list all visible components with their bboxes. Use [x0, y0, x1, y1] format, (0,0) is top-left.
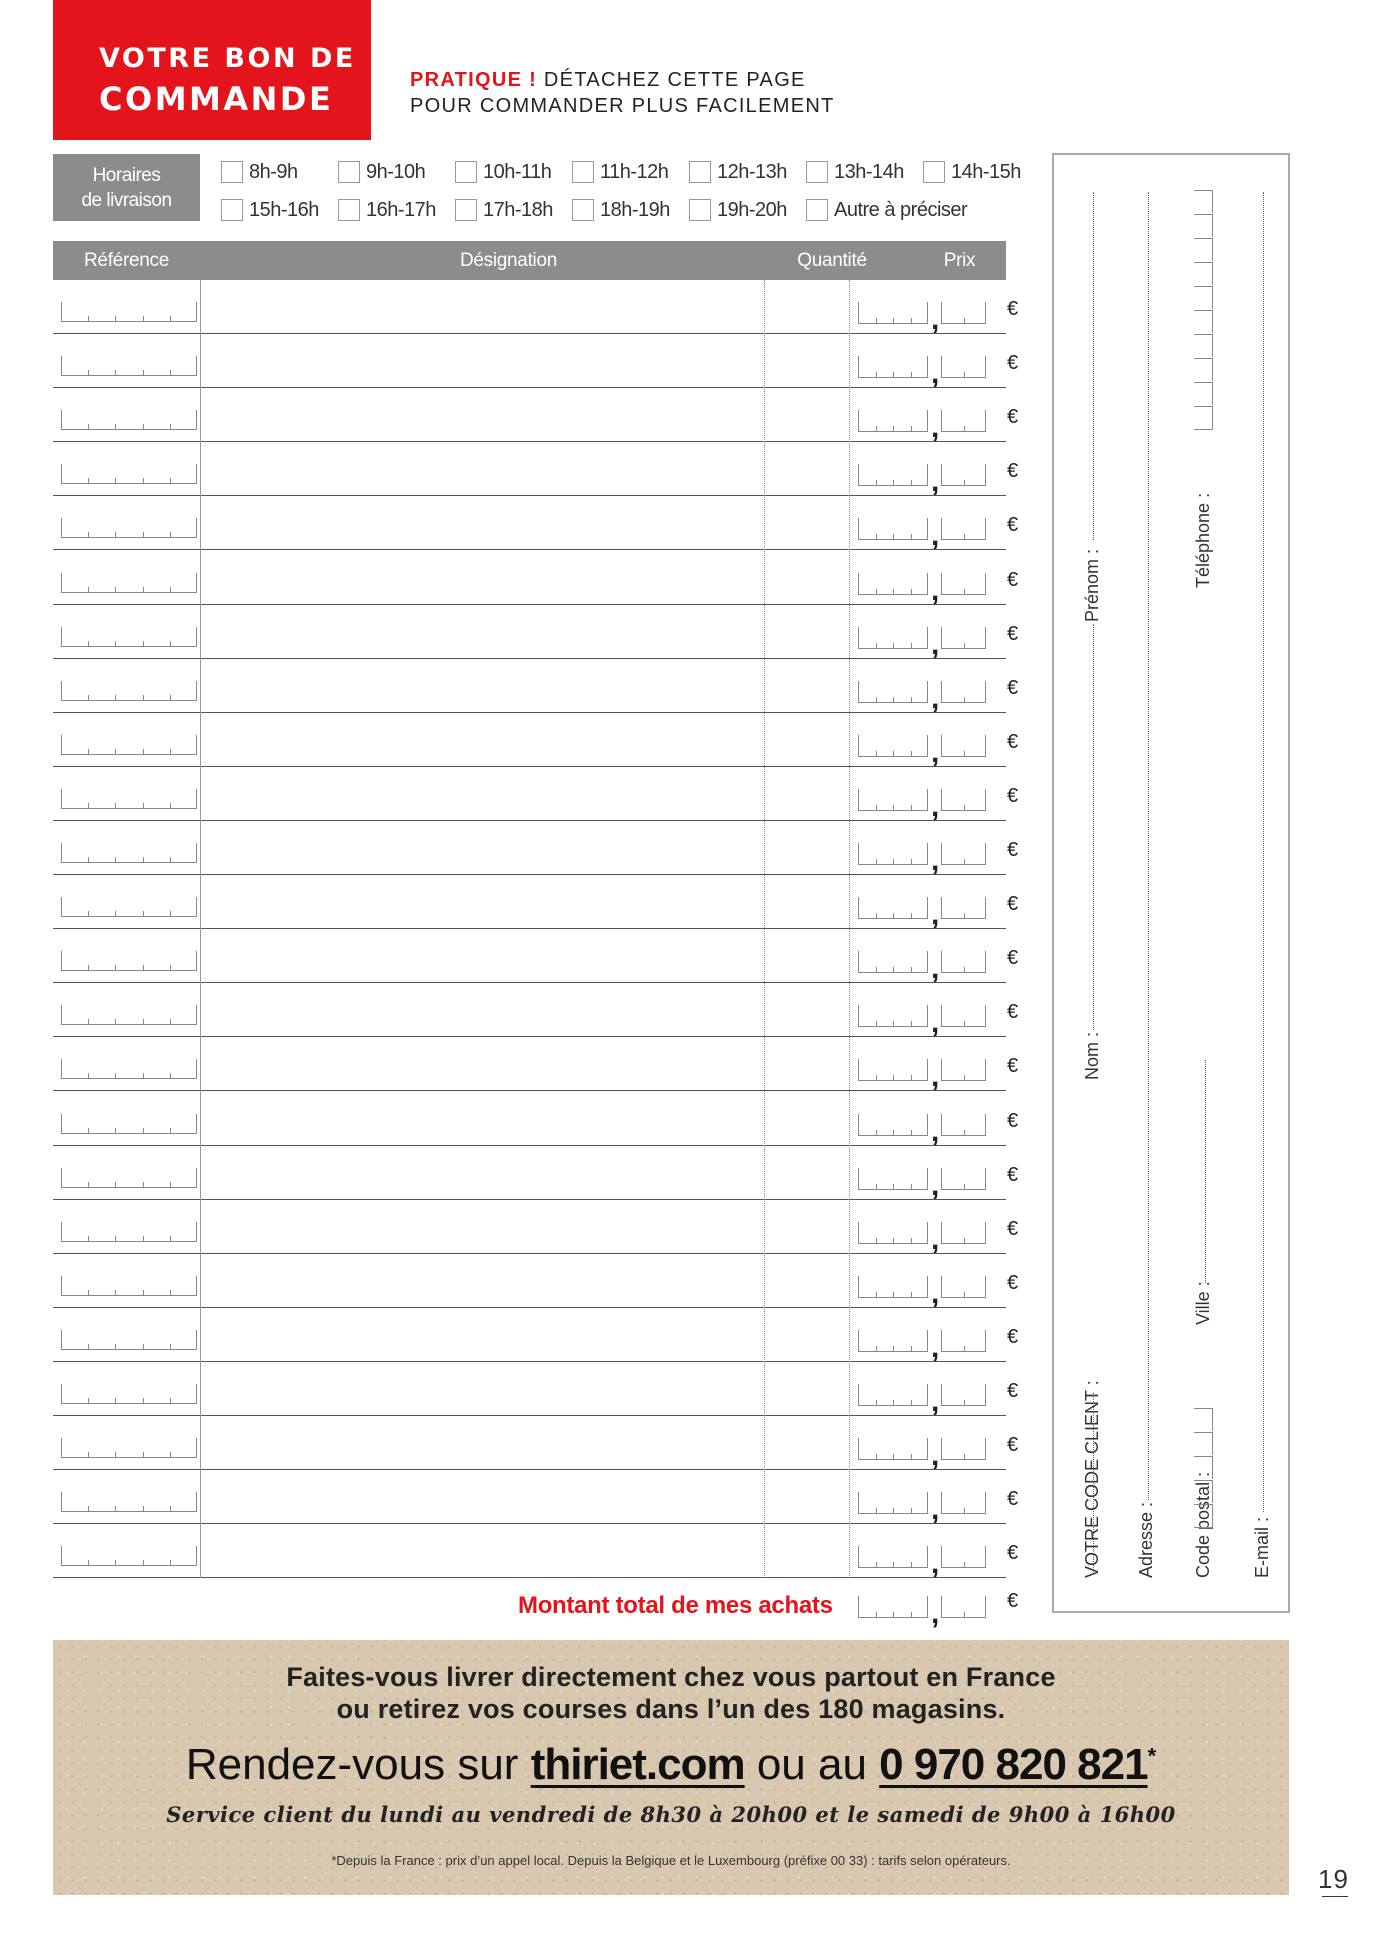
slot-label: 17h-18h [483, 198, 553, 221]
table-row [53, 713, 1019, 769]
price-decimal-field[interactable] [941, 1330, 986, 1352]
decimal-comma: , [931, 1114, 940, 1148]
telephone-digit[interactable] [1194, 382, 1213, 405]
website-link[interactable]: thiriet.com [530, 1740, 745, 1789]
code-postal-digit[interactable] [1194, 1408, 1213, 1431]
horaires-label [53, 154, 200, 221]
table-row [53, 1362, 1019, 1418]
promo-service-hours: Service client du lundi au vendredi de 8h30 à 20h00 et le samedi de 9h00 à 16h00 [166, 1802, 1176, 1827]
checkbox[interactable] [221, 161, 243, 183]
slot-option[interactable] [455, 197, 553, 223]
code-postal-label: Code postal : [1193, 1471, 1213, 1578]
decimal-comma: , [931, 303, 940, 336]
table-header [53, 241, 1006, 280]
checkbox[interactable] [455, 199, 477, 221]
euro-symbol: € [1007, 839, 1019, 861]
checkbox[interactable] [806, 199, 828, 221]
slot-label: 18h-19h [600, 198, 670, 221]
telephone-digit[interactable] [1194, 214, 1213, 237]
decimal-comma: , [931, 789, 940, 823]
quantity-field[interactable] [765, 1146, 849, 1200]
designation-field[interactable] [203, 1254, 813, 1308]
decimal-comma: , [931, 1493, 940, 1527]
reference-field[interactable] [61, 1384, 197, 1404]
designation-field[interactable] [203, 1037, 813, 1091]
designation-field[interactable] [203, 821, 813, 875]
reference-field[interactable] [61, 573, 197, 593]
price-decimal-field[interactable] [941, 735, 986, 757]
code-postal-digit[interactable] [1194, 1504, 1213, 1528]
decimal-comma: , [931, 519, 940, 553]
slot-option[interactable] [923, 159, 1021, 185]
table-row [53, 1524, 1019, 1581]
price-integer-field[interactable] [858, 789, 928, 811]
promo-line3 [53, 1740, 1289, 1790]
designation-field[interactable] [203, 1092, 813, 1146]
reference-field[interactable] [61, 843, 197, 863]
table-row [53, 605, 1019, 661]
slot-label: 11h-12h [600, 160, 669, 183]
quantity-field[interactable] [765, 713, 849, 767]
euro-symbol: € [1007, 893, 1019, 916]
slot-option[interactable] [689, 159, 787, 185]
euro-symbol: € [1007, 1001, 1019, 1024]
euro-symbol: € [1007, 784, 1019, 807]
slot-option[interactable] [455, 159, 551, 185]
price-decimal-field[interactable] [941, 1492, 986, 1514]
euro-symbol: € [1007, 1325, 1019, 1348]
reference-field[interactable] [61, 1330, 197, 1350]
price-integer-field[interactable] [858, 1596, 928, 1618]
checkbox[interactable] [923, 161, 945, 183]
table-row [53, 1254, 1019, 1310]
telephone-digit[interactable] [1194, 190, 1213, 213]
code-postal-digit[interactable] [1194, 1456, 1213, 1479]
euro-symbol: € [1007, 1542, 1019, 1565]
column-separator [200, 280, 201, 1578]
euro-symbol: € [1007, 676, 1019, 699]
decimal-comma: , [931, 1006, 940, 1040]
decimal-comma: , [931, 1547, 940, 1581]
decimal-comma: , [931, 1060, 940, 1094]
price-decimal-field[interactable] [941, 1596, 986, 1618]
column-separator [764, 280, 765, 1578]
decimal-comma: , [931, 1330, 940, 1364]
promo-line1: Faites-vous livrer directement chez vous partout en France [286, 1662, 1056, 1692]
price-integer-field[interactable] [858, 1438, 928, 1460]
euro-symbol: € [1007, 1163, 1019, 1186]
reference-field[interactable] [61, 789, 197, 809]
quantity-field[interactable] [765, 983, 849, 1037]
reference-field[interactable] [61, 464, 197, 484]
designation-field[interactable] [203, 767, 813, 821]
quantity-field[interactable] [765, 551, 849, 605]
price-decimal-field[interactable] [941, 1059, 986, 1081]
quantity-field[interactable] [765, 1470, 849, 1524]
checkbox[interactable] [338, 199, 360, 221]
page-number: 19 [1318, 1864, 1349, 1894]
table-row [53, 1416, 1019, 1473]
telephone-digit[interactable] [1194, 358, 1213, 381]
price-integer-field[interactable] [858, 1114, 928, 1136]
decimal-comma: , [931, 627, 940, 661]
designation-field[interactable] [203, 929, 813, 983]
quantity-field[interactable] [765, 659, 849, 713]
euro-symbol: € [1007, 1590, 1019, 1612]
table-row [53, 1470, 1019, 1527]
designation-field[interactable] [203, 334, 813, 388]
price-decimal-field[interactable] [941, 1168, 986, 1190]
table-row [53, 929, 1019, 986]
col-designation: Désignation [459, 250, 558, 271]
decimal-comma: , [931, 952, 940, 986]
price-decimal-field[interactable] [941, 410, 986, 432]
decimal-comma: , [931, 844, 940, 877]
price-integer-field[interactable] [858, 302, 928, 324]
reference-field[interactable] [61, 518, 197, 538]
telephone-digit[interactable] [1194, 238, 1213, 261]
horaires-label-line2: de livraison [81, 189, 172, 211]
designation-field[interactable] [203, 1524, 813, 1578]
checkbox[interactable] [572, 161, 594, 183]
decimal-comma: , [931, 465, 940, 499]
decimal-comma: , [931, 411, 940, 445]
slot-option[interactable] [806, 197, 967, 223]
price-integer-field[interactable] [858, 1546, 928, 1568]
col-prix: Prix [943, 250, 976, 271]
quantity-field[interactable] [765, 334, 849, 388]
price-decimal-field[interactable] [941, 897, 986, 919]
row-divider [53, 1577, 1006, 1578]
reference-field[interactable] [61, 1168, 197, 1188]
designation-field[interactable] [203, 1470, 813, 1524]
telephone-digit[interactable] [1194, 310, 1213, 333]
decimal-comma: , [931, 735, 940, 769]
checkbox[interactable] [689, 161, 711, 183]
code-postal-digit[interactable] [1194, 1432, 1213, 1455]
table-row [53, 334, 1019, 391]
euro-symbol: € [1007, 730, 1019, 753]
euro-symbol: € [1007, 298, 1019, 320]
promo-line2: ou retirez vos courses dans l’un des 180 magasins. [336, 1694, 1006, 1724]
title-line2: COMMANDE [99, 80, 334, 118]
slot-label: 12h-13h [717, 160, 787, 183]
designation-field[interactable] [203, 1308, 813, 1362]
promo-star: * [1147, 1743, 1157, 1769]
price-integer-field[interactable] [858, 843, 928, 865]
checkbox[interactable] [572, 199, 594, 221]
price-integer-field[interactable] [858, 1005, 928, 1027]
ville-label: Ville : [1193, 1281, 1213, 1325]
quantity-field[interactable] [765, 388, 849, 442]
price-integer-field[interactable] [858, 1168, 928, 1190]
phone-link[interactable]: 0 970 820 821 [879, 1740, 1148, 1789]
reference-field[interactable] [61, 1492, 197, 1512]
price-decimal-field[interactable] [941, 302, 986, 324]
slot-option[interactable] [221, 159, 298, 185]
slot-label: 13h-14h [834, 160, 904, 183]
price-integer-field[interactable] [858, 1384, 928, 1406]
price-integer-field[interactable] [858, 951, 928, 973]
quantity-field[interactable] [765, 929, 849, 983]
prenom-field[interactable] [1093, 192, 1094, 540]
horaires-label-line1: Horaires [92, 164, 161, 186]
quantity-field[interactable] [765, 875, 849, 929]
quantity-field[interactable] [765, 1416, 849, 1470]
decimal-comma: , [931, 357, 940, 391]
euro-symbol: € [1007, 1109, 1019, 1132]
reference-field[interactable] [61, 1438, 197, 1458]
decimal-comma: , [931, 1385, 940, 1418]
decimal-comma: , [931, 681, 940, 715]
decimal-comma: , [931, 898, 940, 932]
decimal-comma: , [931, 1276, 940, 1310]
code-postal-digit[interactable] [1194, 1480, 1213, 1503]
quantity-field[interactable] [765, 1254, 849, 1308]
designation-field[interactable] [203, 659, 813, 713]
euro-symbol: € [1007, 406, 1019, 429]
quantity-field[interactable] [765, 1362, 849, 1416]
telephone-digit[interactable] [1194, 286, 1213, 309]
decimal-comma: , [931, 1168, 940, 1202]
reference-field[interactable] [61, 1059, 197, 1079]
promo-mid: ou au [744, 1740, 880, 1789]
nom-label: Nom : [1082, 1031, 1102, 1080]
euro-symbol: € [1007, 514, 1019, 537]
slot-label: 19h-20h [717, 198, 787, 221]
slot-option[interactable] [221, 197, 319, 223]
total-label: Montant total de mes achats [518, 1592, 833, 1619]
price-integer-field[interactable] [858, 518, 928, 540]
email-field[interactable] [1263, 192, 1264, 1512]
slot-option[interactable] [806, 159, 904, 185]
reference-field[interactable] [61, 1276, 197, 1296]
designation-field[interactable] [203, 1416, 813, 1470]
table-row [53, 280, 1019, 336]
quantity-field[interactable] [765, 821, 849, 875]
email-label: E-mail : [1252, 1516, 1272, 1578]
reference-field[interactable] [61, 681, 197, 701]
checkbox[interactable] [338, 161, 360, 183]
euro-symbol: € [1007, 1217, 1019, 1240]
price-integer-field[interactable] [858, 1276, 928, 1298]
quantity-field[interactable] [765, 1308, 849, 1362]
price-integer-field[interactable] [858, 464, 928, 486]
reference-field[interactable] [61, 356, 197, 376]
adresse-field[interactable] [1148, 192, 1149, 1500]
quantity-field[interactable] [765, 496, 849, 550]
quantity-field[interactable] [765, 280, 849, 334]
decimal-comma: , [931, 573, 940, 607]
euro-symbol: € [1007, 568, 1019, 591]
slot-label: 16h-17h [366, 198, 436, 221]
slot-option[interactable] [572, 159, 668, 185]
slot-label: 8h-9h [249, 160, 298, 183]
price-decimal-field[interactable] [941, 1384, 986, 1406]
euro-symbol: € [1007, 352, 1019, 375]
client-code-label: VOTRE CODE CLIENT : [1082, 1380, 1102, 1578]
col-reference: Référence [84, 250, 169, 271]
col-quantite: Quantité [797, 250, 867, 271]
checkbox[interactable] [689, 199, 711, 221]
euro-symbol: € [1007, 622, 1019, 645]
price-decimal-field[interactable] [941, 627, 986, 649]
reference-field[interactable] [61, 951, 197, 971]
slot-label: Autre à préciser [834, 198, 968, 221]
table-row [53, 1308, 1019, 1364]
price-decimal-field[interactable] [941, 951, 986, 973]
telephone-label: Téléphone : [1193, 492, 1213, 588]
euro-symbol: € [1007, 1380, 1019, 1402]
adresse-label: Adresse : [1136, 1501, 1156, 1578]
table-row [53, 1037, 1019, 1094]
quantity-field[interactable] [765, 1037, 849, 1091]
slot-label: 9h-10h [366, 160, 426, 183]
table-row [53, 551, 1019, 607]
reference-field[interactable] [61, 897, 197, 917]
telephone-digit[interactable] [1194, 262, 1213, 285]
price-integer-field[interactable] [858, 735, 928, 757]
slot-option[interactable] [338, 197, 436, 223]
price-integer-field[interactable] [858, 897, 928, 919]
price-decimal-field[interactable] [941, 1276, 986, 1298]
table-row [53, 983, 1019, 1040]
price-decimal-field[interactable] [941, 1438, 986, 1460]
price-decimal-field[interactable] [941, 518, 986, 540]
quantity-field[interactable] [765, 605, 849, 659]
table-row [53, 659, 1019, 715]
decimal-comma: , [931, 1597, 940, 1630]
euro-symbol: € [1007, 460, 1019, 483]
euro-symbol: € [1007, 1488, 1019, 1511]
price-integer-field[interactable] [858, 627, 928, 649]
telephone-digit[interactable] [1194, 334, 1213, 357]
euro-symbol: € [1007, 1055, 1019, 1078]
euro-symbol: € [1007, 947, 1019, 970]
tagline-highlight: PRATIQUE ! [410, 69, 538, 91]
decimal-comma: , [931, 1439, 940, 1473]
reference-field[interactable] [61, 1546, 197, 1566]
euro-symbol: € [1007, 1271, 1019, 1294]
slot-option[interactable] [689, 197, 787, 223]
reference-field[interactable] [61, 410, 197, 430]
designation-field[interactable] [203, 1362, 813, 1416]
price-integer-field[interactable] [858, 681, 928, 703]
tagline [410, 67, 835, 119]
price-decimal-field[interactable] [941, 573, 986, 595]
decimal-comma: , [931, 1222, 940, 1256]
table-row [53, 496, 1019, 553]
price-decimal-field[interactable] [941, 843, 986, 865]
table-row [53, 821, 1019, 877]
designation-field[interactable] [203, 280, 813, 334]
column-separator [849, 280, 850, 1578]
price-decimal-field[interactable] [941, 356, 986, 378]
slot-label: 15h-16h [249, 198, 319, 221]
promo-prefix: Rendez-vous sur [185, 1740, 531, 1789]
nom-field[interactable] [1093, 624, 1094, 1030]
quantity-field[interactable] [765, 1092, 849, 1146]
telephone-digit[interactable] [1194, 406, 1213, 430]
client-code-field[interactable] [1093, 1393, 1094, 1572]
designation-field[interactable] [203, 713, 813, 767]
reference-field[interactable] [61, 1114, 197, 1134]
designation-field[interactable] [203, 496, 813, 550]
designation-field[interactable] [203, 605, 813, 659]
price-decimal-field[interactable] [941, 789, 986, 811]
price-decimal-field[interactable] [941, 1222, 986, 1244]
price-decimal-field[interactable] [941, 1005, 986, 1027]
designation-field[interactable] [203, 983, 813, 1037]
price-integer-field[interactable] [858, 1492, 928, 1514]
quantity-field[interactable] [765, 1524, 849, 1578]
slot-label: 10h-11h [483, 160, 552, 183]
checkbox[interactable] [455, 161, 477, 183]
price-decimal-field[interactable] [941, 681, 986, 703]
price-integer-field[interactable] [858, 1059, 928, 1081]
table-row [53, 767, 1019, 823]
price-decimal-field[interactable] [941, 464, 986, 486]
slot-label: 14h-15h [951, 160, 1021, 183]
quantity-field[interactable] [765, 767, 849, 821]
ville-field[interactable] [1205, 1060, 1206, 1283]
checkbox[interactable] [806, 161, 828, 183]
designation-field[interactable] [203, 875, 813, 929]
price-decimal-field[interactable] [941, 1114, 986, 1136]
designation-field[interactable] [203, 551, 813, 605]
price-integer-field[interactable] [858, 1222, 928, 1244]
prenom-label: Prénom : [1082, 548, 1102, 622]
tagline-rest: DÉTACHEZ CETTE PAGE [537, 69, 806, 91]
designation-field[interactable] [203, 1146, 813, 1200]
checkbox[interactable] [221, 199, 243, 221]
price-integer-field[interactable] [858, 410, 928, 432]
price-integer-field[interactable] [858, 573, 928, 595]
quantity-field[interactable] [765, 1200, 849, 1254]
reference-field[interactable] [61, 627, 197, 647]
euro-symbol: € [1007, 1434, 1019, 1457]
reference-field[interactable] [61, 1005, 197, 1025]
price-decimal-field[interactable] [941, 1546, 986, 1568]
reference-field[interactable] [61, 302, 197, 322]
page-number-underline [1322, 1896, 1348, 1897]
table-row [53, 875, 1019, 932]
total-price-field[interactable] [858, 1586, 1019, 1630]
reference-field[interactable] [61, 1222, 197, 1242]
reference-field[interactable] [61, 735, 197, 755]
price-integer-field[interactable] [858, 1330, 928, 1352]
designation-field[interactable] [203, 442, 813, 496]
designation-field[interactable] [203, 1200, 813, 1254]
table-row [53, 1146, 1019, 1202]
quantity-field[interactable] [765, 442, 849, 496]
slot-option[interactable] [338, 159, 425, 185]
designation-field[interactable] [203, 388, 813, 442]
table-row [53, 1200, 1019, 1256]
slot-option[interactable] [572, 197, 670, 223]
title-line1: VOTRE BON DE [99, 43, 356, 74]
promo-footnote: *Depuis la France : prix d’un appel local. Depuis la Belgique et le Luxembourg (préfixe 00 33) : tarifs selon opérateurs. [331, 1853, 1011, 1868]
tagline-line2: POUR COMMANDER PLUS FACILEMENT [410, 95, 835, 117]
table-row [53, 1092, 1019, 1148]
price-integer-field[interactable] [858, 356, 928, 378]
table-row [53, 442, 1019, 499]
table-row [53, 388, 1019, 445]
